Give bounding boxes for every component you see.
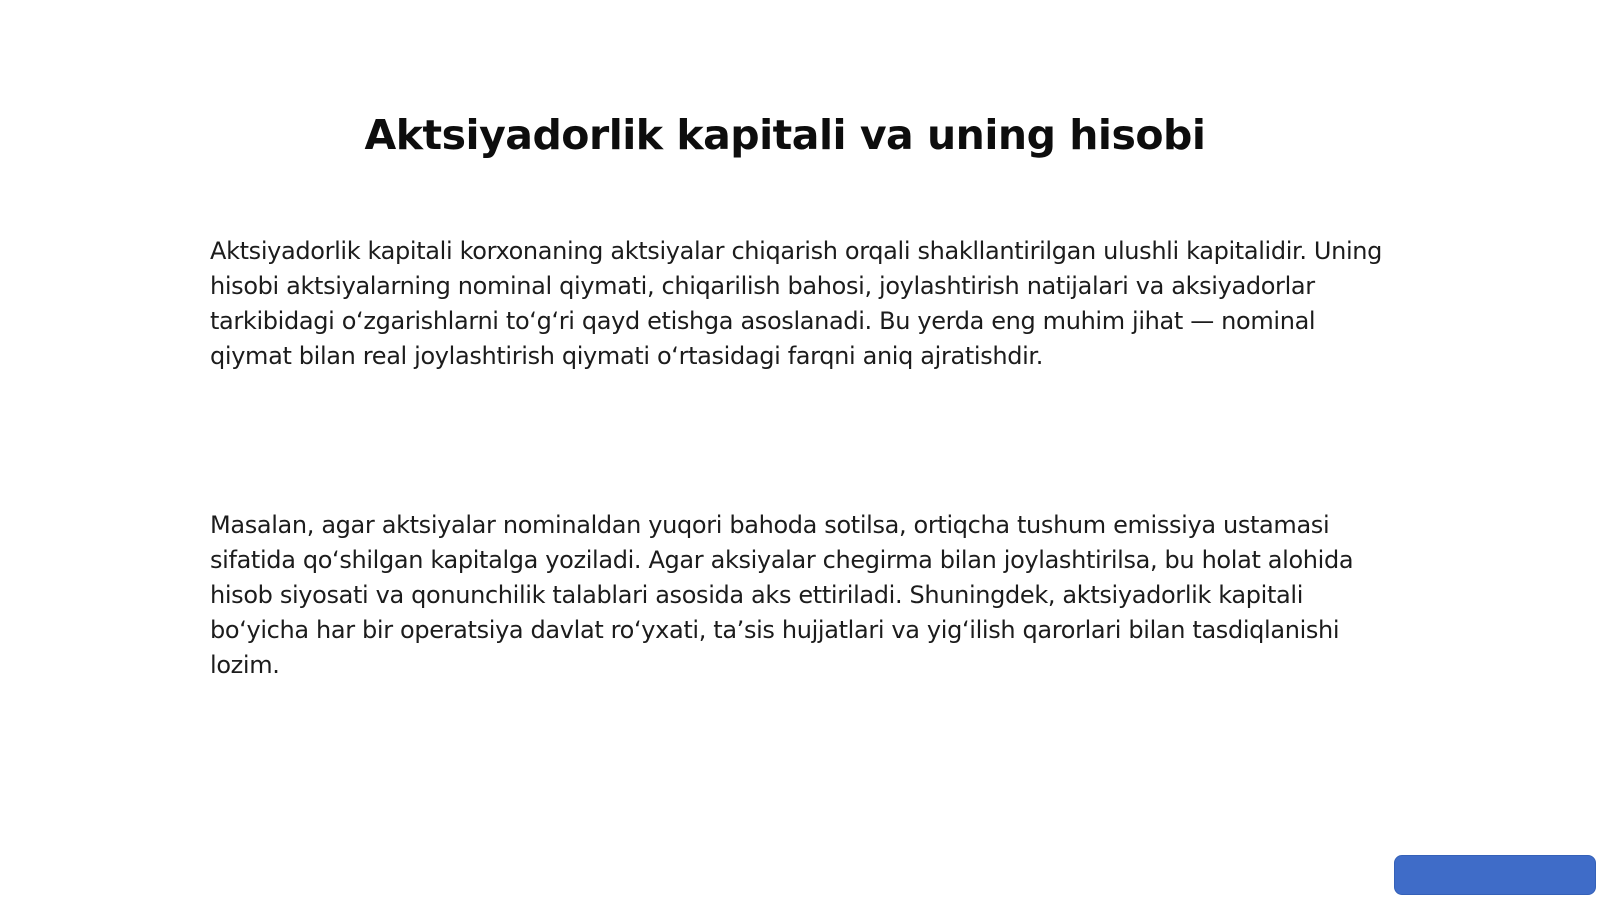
body-paragraph-2: Masalan, agar aktsiyalar nominaldan yuqori bahoda sotilsa, ortiqcha tushum emissiya ustamasi sifatida qo‘shilgan kapitalga yoziladi. Agar aksiyalar chegirma bilan joylashtirilsa, bu holat alohida hisob siyosati va qonunchilik talablari asosida aks ettiriladi. Shuningdek, aktsiyadorlik kapitali bo‘yicha har bir operatsiya davlat ro‘yxati, ta’sis hujjatlari va yig‘ilish qarorlari bilan tasdiqlanishi lozim. [210, 511, 1354, 679]
body-paragraph-1: Aktsiyadorlik kapitali korxonaning aktsiyalar chiqarish orqali shakllantirilgan ulushli kapitalidir. Uning hisobi aktsiyalarning nominal qiymati, chiqarilish bahosi, joylashtirish natijalari va aksiyadorlar tarkibidagi o‘zgarishlarni to‘g‘ri qayd etishga asoslanadi. Bu yerda eng muhim jihat — nominal qiymat bilan real joylashtirish qiymati o‘rtasidagi farqni aniq ajratishdir. [210, 237, 1383, 370]
next-slide-button[interactable] [1394, 855, 1596, 895]
slide-title: Aktsiyadorlik kapitali va uning hisobi [364, 111, 1206, 159]
